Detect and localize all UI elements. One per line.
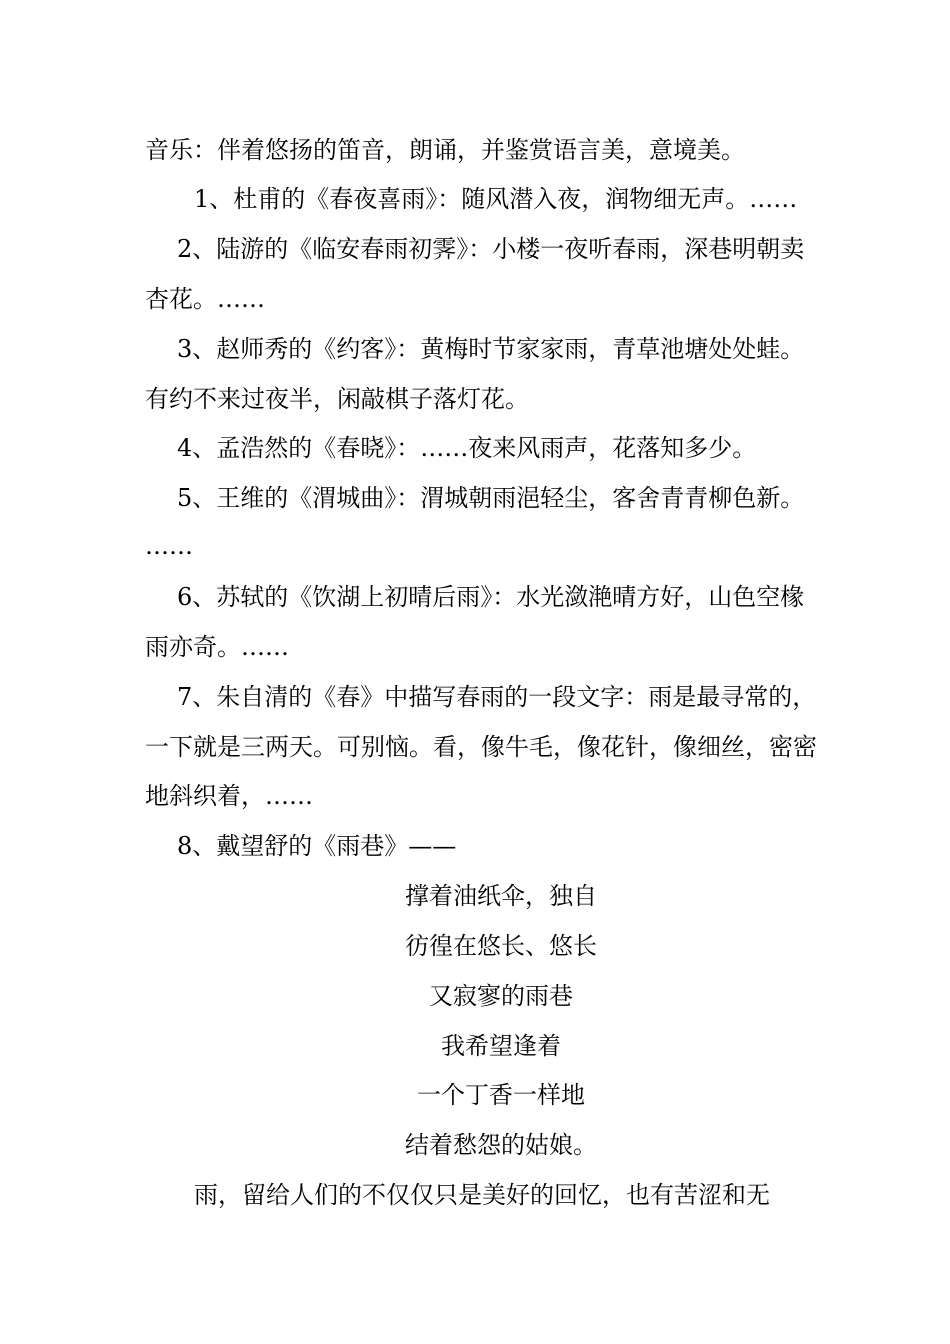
poem-line-4: 我希望逢着: [441, 1032, 561, 1060]
item-2-line-1: 2、陆游的《临安春雨初霁》：小楼一夜听春雨，深巷明朝卖: [177, 235, 805, 263]
item-7-line-3: 地斜织着，……: [145, 782, 313, 810]
item-7-line-1: 7、朱自清的《春》中描写春雨的一段文字：雨是最寻常的，: [177, 683, 817, 711]
item-2-line-2: 杏花。……: [145, 285, 265, 313]
closing-paragraph: 雨，留给人们的不仅仅只是美好的回忆，也有苦涩和无: [194, 1181, 770, 1209]
poem-line-5: 一个丁香一样地: [417, 1081, 585, 1109]
item-3-line-1: 3、赵师秀的《约客》：黄梅时节家家雨，青草池塘处处蛙。: [177, 335, 805, 363]
item-8-line-1: 8、戴望舒的《雨巷》——: [177, 832, 457, 860]
poem-line-3: 又寂寥的雨巷: [429, 982, 573, 1010]
item-7-line-2: 一下就是三两天。可别恼。看，像牛毛，像花针，像细丝，密密: [145, 733, 817, 761]
item-5-line-1: 5、王维的《渭城曲》：渭城朝雨浥轻尘，客舍青青柳色新。: [177, 484, 805, 512]
item-5-line-2: ……: [145, 532, 193, 560]
item-3-line-2: 有约不来过夜半，闲敲棋子落灯花。: [145, 385, 529, 413]
item-6-line-1: 6、苏轼的《饮湖上初晴后雨》：水光潋滟晴方好，山色空椽: [177, 583, 805, 611]
item-4-line-1: 4、孟浩然的《春晓》：……夜来风雨声，花落知多少。: [177, 434, 757, 462]
intro-paragraph: 音乐：伴着悠扬的笛音，朗诵，并鉴赏语言美，意境美。: [145, 136, 745, 164]
item-6-line-2: 雨亦奇。……: [145, 633, 289, 661]
poem-line-2: 彷徨在悠长、悠长: [405, 932, 597, 960]
poem-line-1: 撑着油纸伞，独自: [405, 882, 597, 910]
item-1-line-1: 1、杜甫的《春夜喜雨》：随风潜入夜，润物细无声。……: [194, 185, 798, 213]
poem-line-6: 结着愁怨的姑娘。: [405, 1131, 597, 1159]
